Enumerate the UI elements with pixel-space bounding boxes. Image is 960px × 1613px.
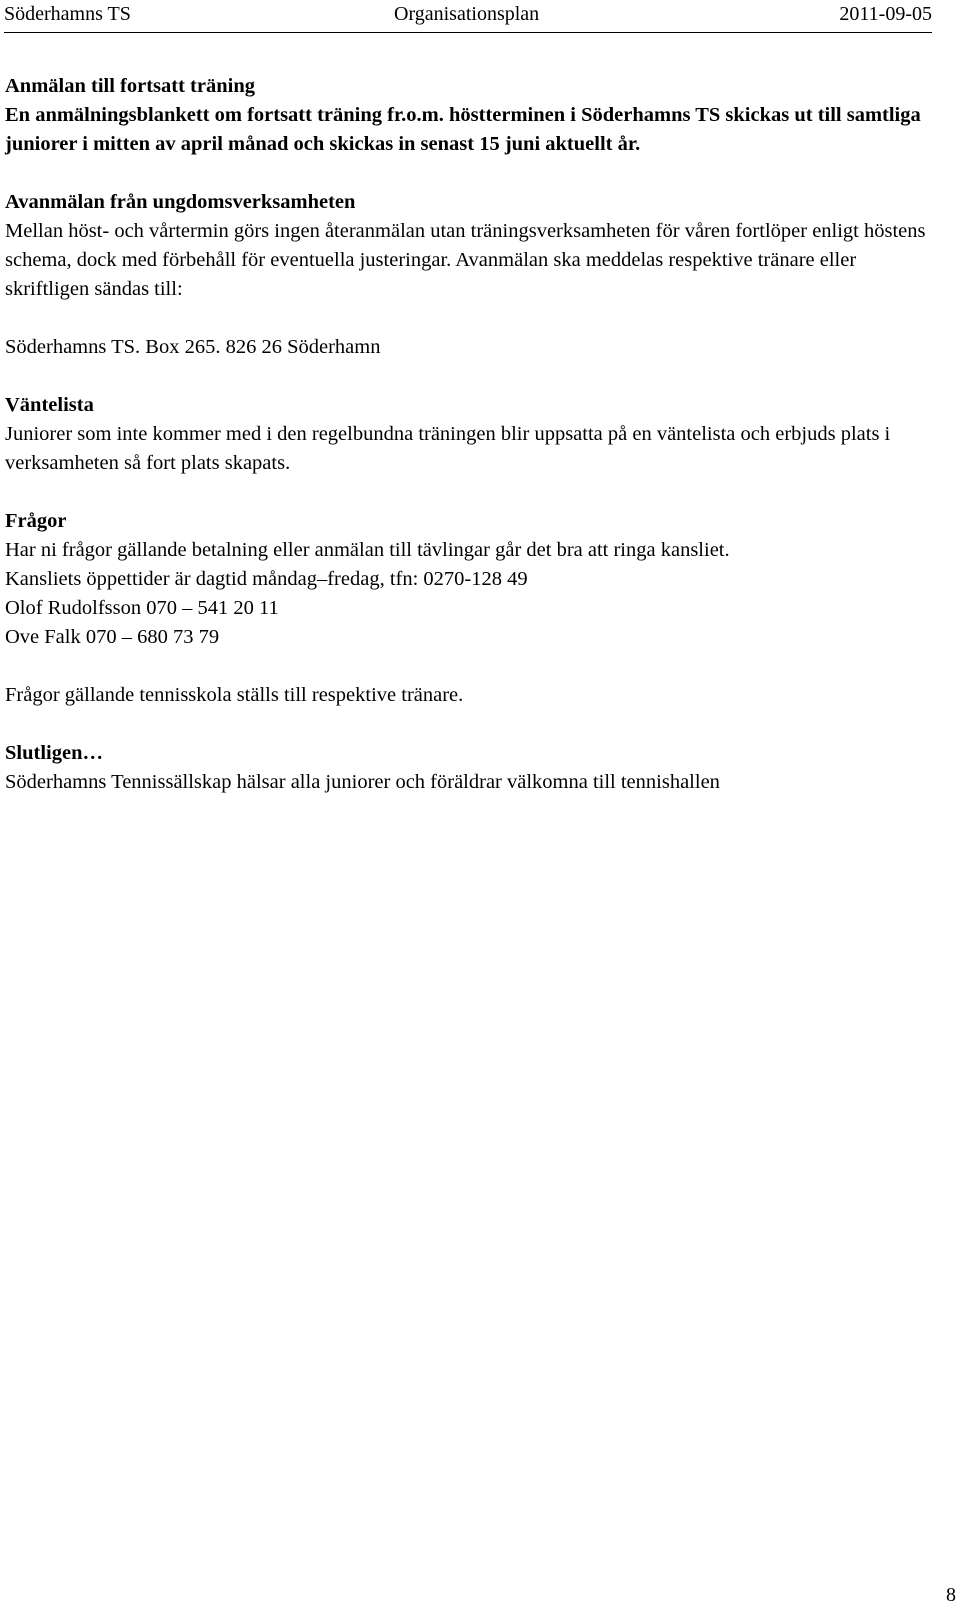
section-body-vantelista: Juniorer som inte kommer med i den regelbundna träningen blir uppsatta på en väntelista och erbjuds plats i verksamheten så fort plats skapats. <box>5 423 891 474</box>
page-header <box>4 0 932 33</box>
contact-ove-falk: Ove Falk 070 – 680 73 79 <box>5 626 220 648</box>
contact-olof-rudolfsson: Olof Rudolfsson 070 – 541 20 11 <box>5 597 279 619</box>
section-title-fortsatt-traning: Anmälan till fortsatt träning <box>5 75 255 97</box>
section-body-fortsatt-traning: En anmälningsblankett om fortsatt träning fr.o.m. höstterminen i Söderhamns TS skickas ut till samtliga juniorer i mitten av april månad och skickas in senast 15 juni aktuellt år. <box>5 104 921 155</box>
section-title-avanmalan: Avanmälan från ungdomsverksamheten <box>5 191 356 213</box>
header-document-title: Organisationsplan <box>394 3 540 25</box>
section-title-vantelista: Väntelista <box>5 394 94 416</box>
fragor-line-kansliet: Har ni frågor gällande betalning eller anmälan till tävlingar går det bra att ringa kansliet. <box>5 539 730 561</box>
document-body <box>5 72 933 797</box>
fragor-line-oppettider: Kansliets öppettider är dagtid måndag–fredag, tfn: 0270-128 49 <box>5 568 528 590</box>
postal-address: Söderhamns TS. Box 265. 826 26 Söderhamn <box>5 336 381 358</box>
section-title-slutligen: Slutligen… <box>5 742 103 764</box>
section-body-slutligen: Söderhamns Tennissällskap hälsar alla juniorer och föräldrar välkomna till tennishallen <box>5 771 720 793</box>
section-body-avanmalan: Mellan höst- och vårtermin görs ingen återanmälan utan träningsverksamheten för våren fortlöper enligt höstens schema, dock med förbehåll för eventuella justeringar. Avanmälan ska meddelas respektive tränare eller skriftligen sändas till: <box>5 220 926 300</box>
header-date: 2011-09-05 <box>839 3 932 25</box>
section-title-fragor: Frågor <box>5 510 67 532</box>
header-club-name: Söderhamns TS <box>4 3 131 25</box>
page-number: 8 <box>946 1584 956 1606</box>
fragor-tennisskola: Frågor gällande tennisskola ställs till respektive tränare. <box>5 684 464 706</box>
